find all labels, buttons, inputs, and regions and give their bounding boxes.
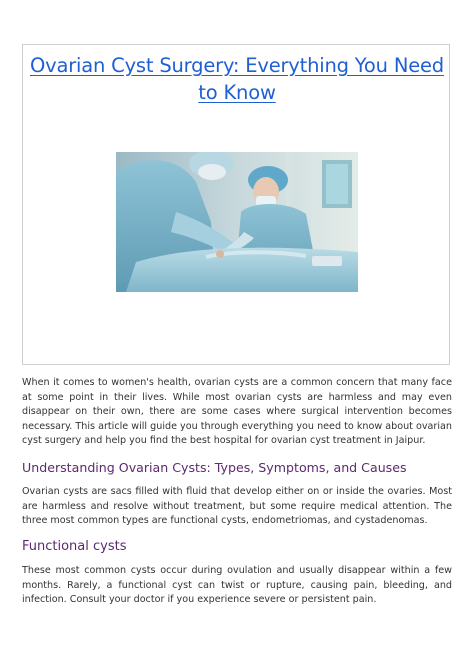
section-body-understanding: Ovarian cysts are sacs filled with fluid that develop either on or inside the ovaries. Most are harmless and resolve without treatment, but some require medical attention. The three most common types are functional cysts, endometriomas, and cystadenomas. <box>22 486 452 527</box>
section-heading-understanding: Understanding Ovarian Cysts: Types, Symptoms, and Causes <box>22 460 407 475</box>
section-heading-functional-cysts: Functional cysts <box>22 539 127 554</box>
intro-paragraph: When it comes to women's health, ovarian cysts are a common concern that many face at some point in their lives. While most ovarian cysts are harmless and may even disappear on their own, there are some cases where surgical intervention becomes necessary. This article will guide you through everything you need to know about ovarian cyst surgery and help you find the best hospital for ovarian cyst treatment in Jaipur. <box>22 377 452 447</box>
surgical-team-photo <box>116 152 358 292</box>
article-title-link[interactable]: Ovarian Cyst Surgery: Everything You Need to Know <box>30 54 444 104</box>
section-body-functional-cysts: These most common cysts occur during ovulation and usually disappear within a few months. Rarely, a functional cyst can twist or rupture, causing pain, bleeding, and infection. Consult your doctor if you experience severe or persistent pain. <box>22 565 452 606</box>
